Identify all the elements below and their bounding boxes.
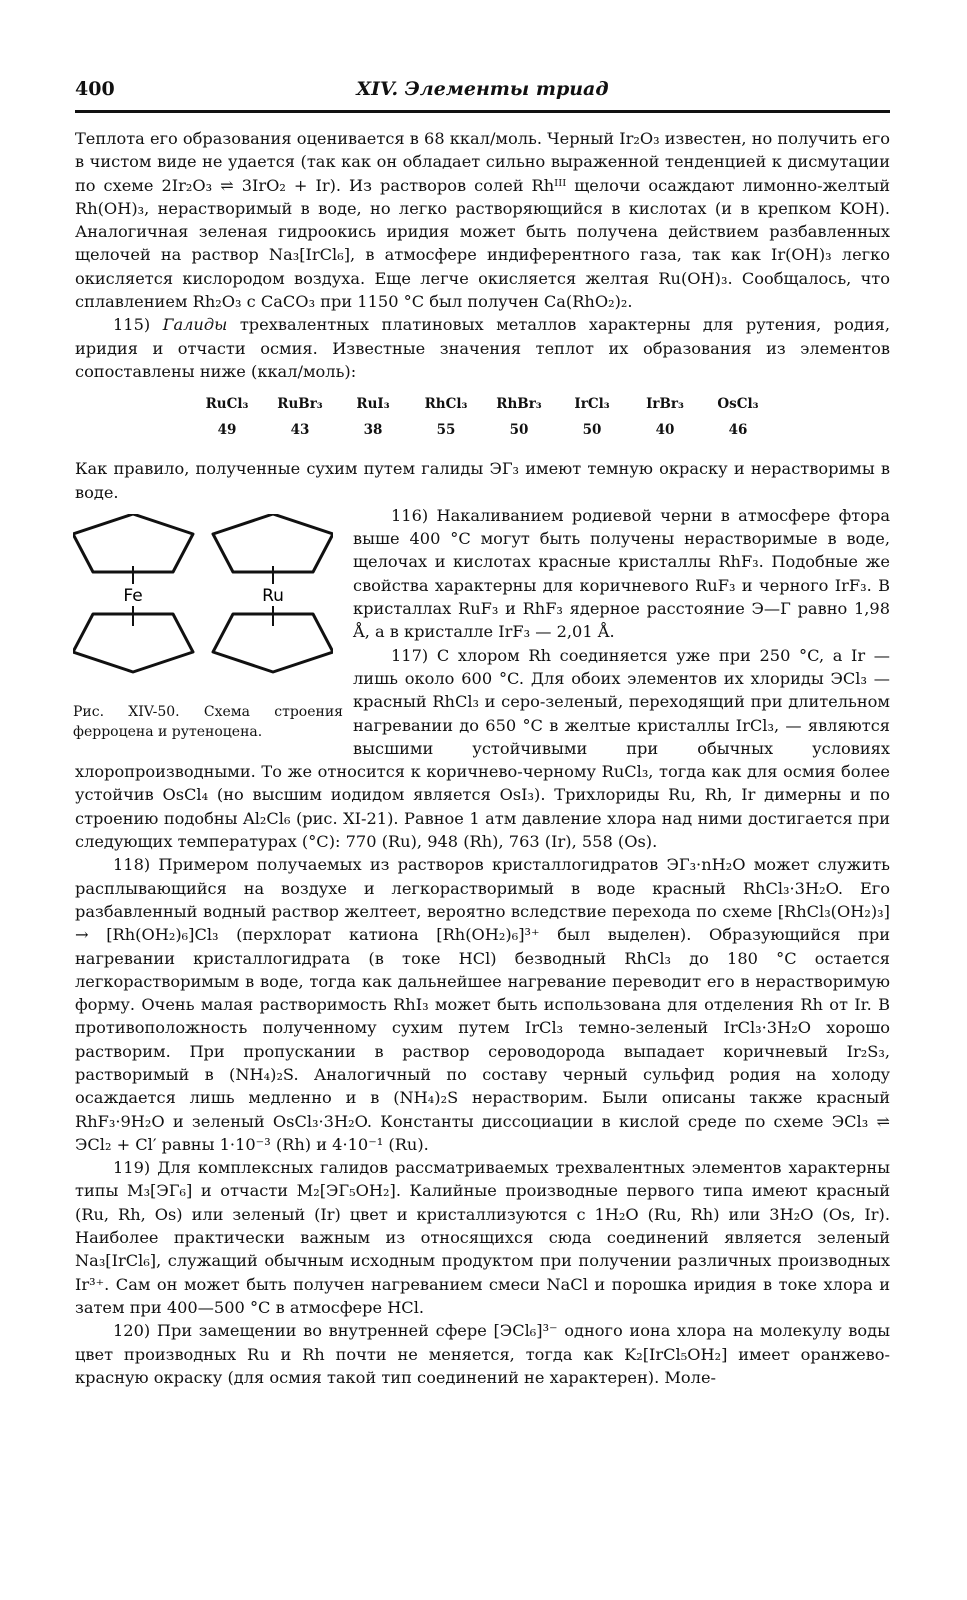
compound-label: RhCl₃ (424, 396, 468, 413)
heat-value: 46 (728, 422, 748, 439)
figure-ferrocene-ruthenocene (73, 504, 343, 760)
table-column (337, 391, 410, 443)
heat-value: 49 (217, 422, 237, 439)
heat-value: 55 (436, 422, 456, 439)
paragraph-115-term: Галиды (162, 315, 228, 335)
table-column (191, 391, 264, 443)
paragraph-3: Как правило, полученные сухим путем галиды ЭГ₃ имеют темную окраску и нерастворимы в воде. (75, 459, 890, 502)
running-title: XIV. Элементы триад (356, 78, 609, 100)
fe-atom-label: Fe (123, 585, 143, 606)
paragraph-119: 119) Для комплексных галидов рассматриваемых трехвалентных элементов характерны типы M₃[ЭГ₆] и отчасти M₂[ЭГ₅OH₂]. Калийные производные первого типа имеют красный (Ru, Rh, Os) или зеленый (Ir) цвет и кристаллизуются с 1H₂O (Ru, Rh) или 3H₂O (Os, Ir). Наиболее практически важным из относящихся сюда соединений является зеленый Na₃[IrCl₆], служащий обычным исходным продуктом при получении различных производных Ir³⁺. Сам он может быть получен нагреванием смеси NaCl и порошка иридия в токе хлора и затем при 400—500 °C в атмосфере HCl. (75, 1158, 890, 1317)
page-header (75, 78, 890, 108)
compound-label: IrBr₃ (646, 396, 684, 413)
compound-label: RhBr₃ (496, 396, 542, 413)
compound-label: IrCl₃ (574, 396, 610, 413)
compound-label: OsCl₃ (717, 396, 759, 413)
table-column (410, 391, 483, 443)
compound-label: RuBr₃ (277, 396, 323, 413)
table-column (556, 391, 629, 443)
paragraph-120: 120) При замещении во внутренней сфере [ЭCl₆]³⁻ одного иона хлора на молекулу воды цвет производных Ru и Rh почти не меняется, тогда как K₂[IrCl₅OH₂] имеет оранжево-красную окраску (для осмия такой тип соединений не характерен). Моле- (75, 1321, 890, 1387)
table-column (629, 391, 702, 443)
paragraph-115-text: трехвалентных платиновых металлов характерны для рутения, родия, иридия и отчасти осмия. Известные значения теплот их образования из элементов сопоставлены ниже (ккал/моль): (75, 315, 890, 381)
heat-value: 50 (509, 422, 529, 439)
body-text (75, 127, 890, 1389)
paragraph-115 (75, 313, 890, 383)
ruthenocene-top-ring (213, 514, 333, 572)
table-column (264, 391, 337, 443)
heat-value: 38 (363, 422, 383, 439)
heat-value: 43 (290, 422, 310, 439)
ru-atom-label: Ru (262, 585, 284, 606)
paragraph-116: 116) Накаливанием родиевой черни в атмосфере фтора выше 400 °C могут быть получены нерастворимые в воде, щелочах и кислотах красные кристаллы RhF₃. Подобные же свойства характерны для коричневого RuF₃ и черного IrF₃. В кристаллах RuF₃ и RhF₃ ядерное расстояние Э—Г равно 1,98 Å, а в кристалле IrF₃ — 2,01 Å. (353, 505, 890, 642)
paragraph-118: 118) Примером получаемых из растворов кристаллогидратов ЭГ₃·nH₂O может служить расплывающийся на воздухе и легкорастворимый в воде красный RhCl₃·3H₂O. Его разбавленный водный раствор желтеет, вероятно вследствие перехода по схеме [RhCl₃(OH₂)₃] → [Rh(OH₂)₆]Cl₃ (перхлорат катиона [Rh(OH₂)₆]³⁺ был выделен). Образующийся при нагревании кристаллогидрата (в токе HCl) безводный RhCl₃ до 180 °C остается легкорастворимым в воде, тогда как дальнейшее нагревание переводит его в нерастворимую форму. Очень малая растворимость RhI₃ может быть использована для отделения Rh от Ir. В противоположность полученному сухим путем IrCl₃ темно-зеленый IrCl₃·3H₂O хорошо растворим. При пропускании в раствор сероводорода выпадает коричневый Ir₂S₃, растворимый в (NH₄)₂S. Аналогичный по составу черный сульфид родия на холоду осаждается лишь медленно и в (NH₄)₂S нерастворим. Были описаны также красный RhF₃·9H₂O и зеленый OsCl₃·3H₂O. Константы диссоциации в кислой среде по схеме ЭCl₃ ⇌ ЭCl₂ + Cl′ равны 1·10⁻³ (Rh) и 4·10⁻¹ (Ru). (75, 855, 890, 1154)
paragraph-1: Теплота его образования оценивается в 68 ккал/моль. Черный Ir₂O₃ известен, но получить его в чистом виде не удается (так как он обладает сильно выраженной тенденцией к дисмутации по схеме 2Ir₂O₃ ⇌ 3IrO₂ + Ir). Из растворов солей Rhᴵᴵᴵ щелочи осаждают лимонно-желтый Rh(OH)₃, нерастворимый в воде, но легко растворяющийся в кислотах (и в крепком KOH). Аналогичная зеленая гидроокись иридия может быть получена действием разбавленных щелочей на раствор Na₃[IrCl₆], в атмосфере индиферентного газа, так как Ir(OH)₃ легко окисляется кислородом воздуха. Еще легче окисляется желтая Ru(OH)₃. Сообщалось, что сплавлением Rh₂O₃ с CaCO₃ при 1150 °C был получен Ca(RhO₂)₂. (75, 129, 890, 312)
compound-label: RuCl₃ (205, 396, 249, 413)
header-rule (75, 110, 890, 113)
ferrocene-top-ring (73, 514, 193, 572)
heat-value: 50 (582, 422, 602, 439)
table-column (483, 391, 556, 443)
paragraph-115-number: 115) (113, 315, 151, 335)
table-column (702, 391, 775, 443)
paragraph-117: 117) С хлором Rh соединяется уже при 250 °C, а Ir — лишь около 600 °C. Для обоих элементов их хлориды ЭCl₃ — красный RhCl₃ и серо-зеленый, переходящий при длительном нагревании до 650 °C в желтые кристаллы IrCl₃, — являются высшими устойчивыми при обычных условиях хлоропроизводными. То же относится к коричнево-черному RuCl₃, тогда как для осмия более устойчив OsCl₄ (но высшим иодидом является OsI₃). Трихлориды Ru, Rh, Ir димерны и по строению подобны Al₂Cl₆ (рис. XI-21). Равное 1 атм давление хлора над ними достигается при следующих температурах (°C): 770 (Ru), 948 (Rh), 763 (Ir), 558 (Os). (75, 645, 890, 852)
page-number: 400 (75, 78, 115, 100)
figure-caption: Рис. XIV-50. Схема строения ферроцена и рутеноцена. (73, 703, 343, 740)
sandwich-structure-diagram (73, 514, 333, 689)
compound-label: RuI₃ (356, 396, 390, 413)
heat-of-formation-table (75, 391, 890, 443)
heat-value: 40 (655, 422, 675, 439)
